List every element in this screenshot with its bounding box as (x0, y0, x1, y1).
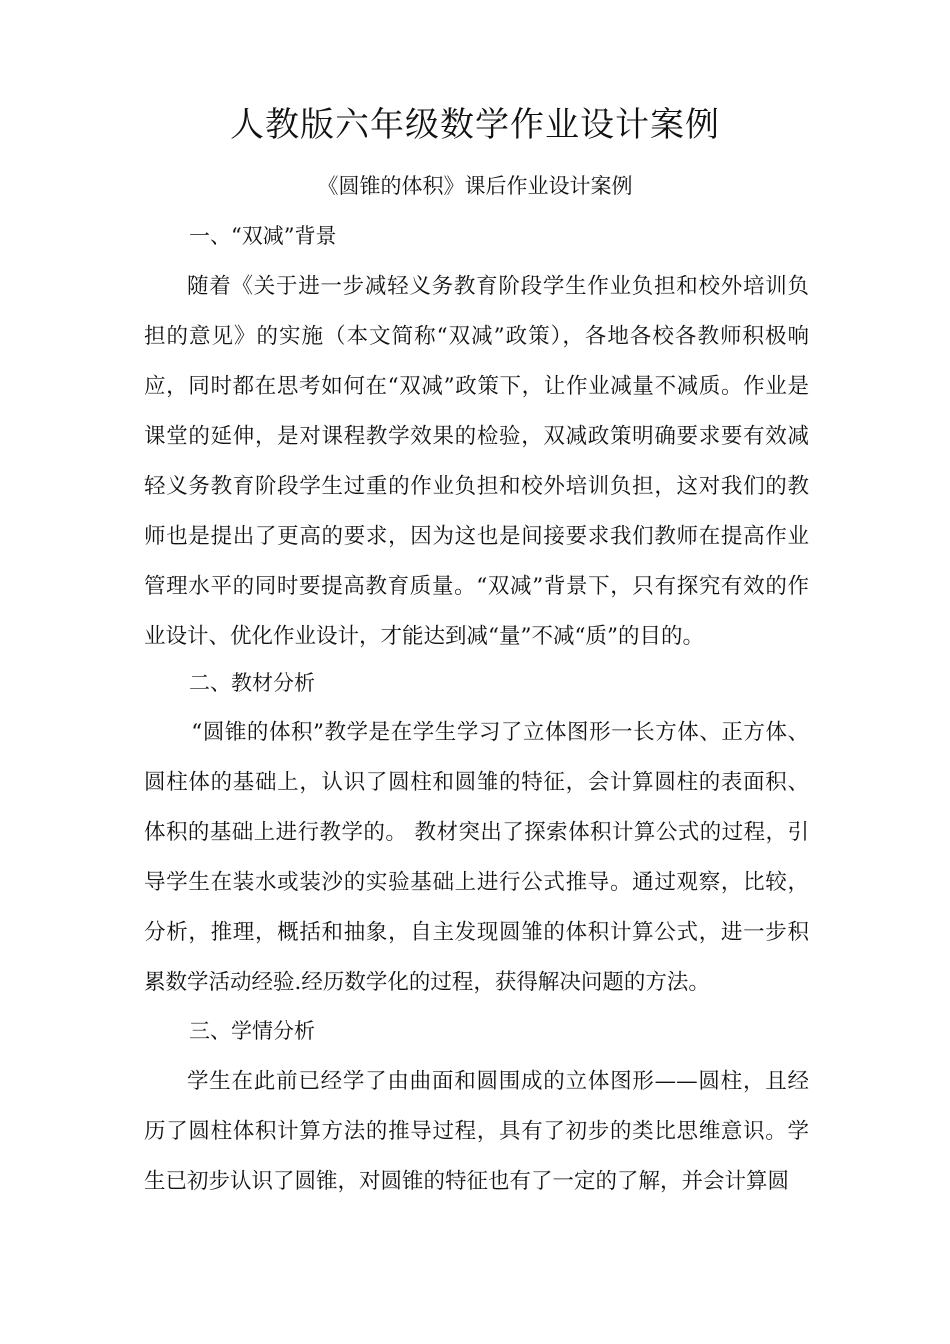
section-paragraph-textbook-analysis: “圆锥的体积”教学是在学生学习了立体图形一长方体、正方体、圆柱体的基础上，认识了圆柱和圆雏的特征，会计算圆柱的表面积、体积的基础上进行教学的。 教材突出了探索体积计算公式的过程，引导学生在装水或装沙的实验基础上进行公式推导。通过观察，比较，分析，推理，概括和抽象，自主发现圆雏的体积计算公式，进一步积累数学活动经验.经历数学化的过程，获得解决问题的方法。 (144, 720, 809, 995)
section-heading-background: 一、“双减”背景 (189, 224, 337, 248)
document-title: 人教版六年级数学作业设计案例 (230, 105, 720, 145)
document-subtitle: 《圆锥的体积》课后作业设计案例 (317, 174, 633, 198)
section-paragraph-learner-analysis: 学生在此前已经学了由曲面和圆围成的立体图形——圆柱，且经历了圆柱体积计算方法的推导过程，具有了初步的类比思维意识。学生已初步认识了圆锥，对圆锥的特征也有了一定的了解，并会计算圆 (144, 1069, 809, 1194)
section-heading-learner-analysis: 三、学情分析 (189, 1019, 315, 1043)
section-paragraph-background: 随着《关于进一步减轻义务教育阶段学生作业负担和校外培训负担的意见》的实施（本文简称“双减”政策），各地各校各教师积极响应，同时都在思考如何在“双减”政策下，让作业减量不减质。作业是课堂的延伸，是对课程教学效果的检验，双减政策明确要求要有效减轻义务教育阶段学生过重的作业负担和校外培训负担，这对我们的教师也是提出了更高的要求，因为这也是间接要求我们教师在提高作业管理水平的同时要提高教育质量。“双减”背景下，只有探究有效的作业设计、优化作业设计，才能达到减“量”不减“质”的目的。 (144, 274, 809, 649)
section-heading-textbook-analysis: 二、教材分析 (189, 671, 315, 695)
